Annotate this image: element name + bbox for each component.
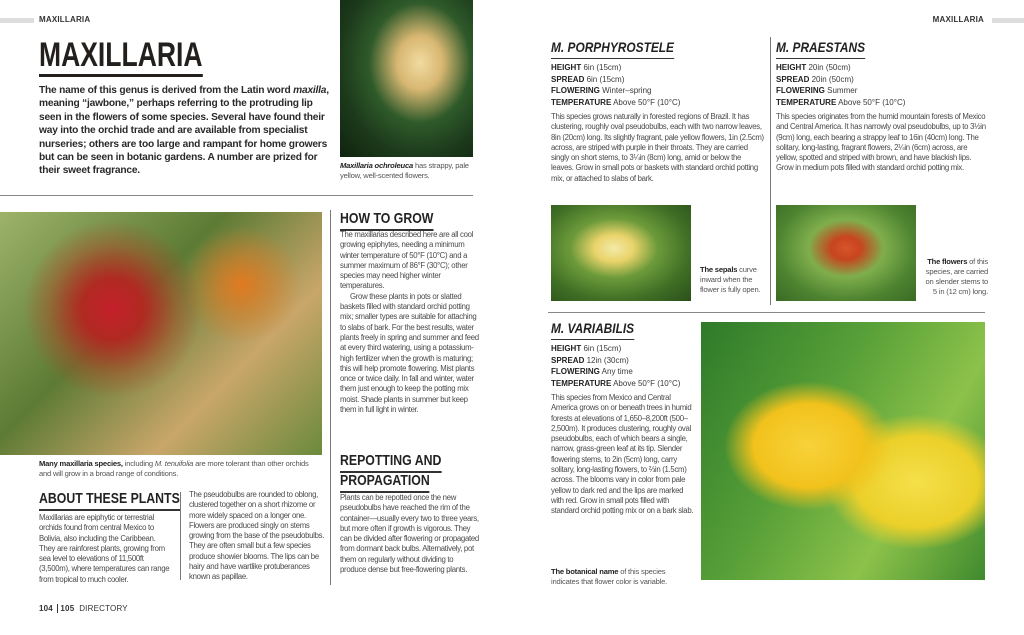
column-rule [330, 210, 331, 585]
how-to-grow-text: The maxillarias described here are all cool growing epiphytes, needing a minimum winter temperature of 50°F (10°C) and a summer maximum of 86°F (30°C); other species may need higher winter temperatures. Grow these plants in pots or slatted baskets filled with standard orchid potting mix; smaller types are suitable for attaching to slabs of bark. For the best results, water plants freely in spring and summer and feed at every third watering, using a potassium-high fertilizer when the growth is maturing; this will help promote flowering. Mist plants once or twice daily. In fall and winter, water them just enough to keep the potting mix moist. Shade plants in summer but keep them in full light in winter. [340, 230, 479, 415]
species-name-porphyrostele: M. PORPHYROSTELE [551, 39, 674, 59]
orchid-photo-variabilis [701, 322, 985, 580]
stats-variabilis: HEIGHT 6in (15cm) SPREAD 12in (30cm) FLOWERING Any time TEMPERATURE Above 50°F (10°C) [551, 344, 681, 388]
about-text-col1: Maxillarias are epiphytic or terrestrial orchids found from central Mexico to Bolivia, also including the Caribbean. They are rainforest plants, growing from sea level to elevations of 11,500ft (3,500m), where temperatures can range from tropical to much cooler. [39, 513, 170, 584]
column-rule [180, 492, 181, 580]
orchid-photo-tenuifolia [0, 212, 322, 455]
text-porphyrostele: This species grows naturally in forested regions of Brazil. It has clustering, roughly oval pseudobulbs, each with two narrow leaves, 8in (20cm) long. Its slightly fragrant, pale yellow flowers, 1in (2.5cm) across, are striped with purple in their throats. They are carried singly on short stems, to 3¼in (8cm) long, amid or below the leaves. Grow in small pots or baskets with standard orchid potting mix, or attached to slabs of bark. [551, 112, 764, 183]
page-number-right: 105 [60, 604, 75, 613]
text-variabilis: This species from Mexico and Central America grows on or beneath trees in humid forests at elevations of 1,650–8,200ft (500–2,500m). It produces clustering, roughly oval pseudobulbs, each of which bears a single, narrow, grass-green leaf at its tip. Slender flowering stems, to 2in (5cm) long, carry solitary, long-lasting flowers, to ⅔in (1.5cm) across. The blooms vary in color from pale yellow to dark red and the lips are marked with red. Grow in small pots filled with standard orchid potting mix or on a bark slab. [551, 393, 694, 516]
intro-paragraph: The name of this genus is derived from the Latin word maxilla, meaning “jawbone,” perhaps referring to the protruding lip seen in the flowers of some species. Several have found their way into the orchid trade and are available from specialist nurseries; others are too large and rampant for home growers but can be seen in botanic gardens. A number are prized for their sweet fragrance. [39, 85, 329, 177]
caption-tenuifolia: Many maxillaria species, including M. tenuifolia are more tolerant than other orchids and will grow in a broad range of conditions. [39, 459, 309, 478]
caption-flowers: The flowers of this species, are carried on slender stems to 5 in (12 cm) long. [925, 257, 988, 296]
repotting-heading-2: PROPAGATION [340, 472, 430, 493]
divider [548, 312, 985, 313]
orchid-photo-porphyrostele [551, 205, 691, 301]
stats-porphyrostele: HEIGHT 6in (15cm) SPREAD 6in (15cm) FLOWERING Winter–spring TEMPERATURE Above 50°F (10°C) [551, 63, 681, 107]
about-text-col2: The pseudobulbs are rounded to oblong, clustered together on a short rhizome or more widely spaced on a longer one. Flowers are produced singly on stems growing from the base of the pseudobulbs. They are often small but a few species produce showier blooms. The lips can be hairy and have wartlike protuberances known as papillae. [189, 490, 325, 582]
how-to-grow-heading: HOW TO GROW [340, 210, 433, 231]
divider [0, 195, 473, 196]
page-title: MAXILLARIA [39, 36, 203, 77]
about-heading: ABOUT THESE PLANTS [39, 490, 180, 511]
header-bar [992, 18, 1024, 23]
header-bar [0, 18, 34, 23]
caption-ochroleuca: Maxillaria ochroleuca has strappy, pale yellow, well-scented flowers. [340, 161, 469, 180]
species-name-praestans: M. PRAESTANS [776, 39, 865, 59]
species-name-variabilis: M. VARIABILIS [551, 320, 634, 340]
page-number-left: 104 [39, 604, 53, 613]
orchid-photo-praestans [776, 205, 916, 301]
repotting-text: Plants can be repotted once the new pseudobulbs have reached the rim of the container—usually every two to three years, but more often if growth is vigorous. They can be divided after flowering or propagated from dormant back bulbs. Alternatively, pot them on regularly without dividing to produce dense but free-flowering plants. [340, 493, 479, 575]
section-name: DIRECTORY [79, 604, 128, 613]
caption-sepals: The sepals curve inward when the flower is fully open. [700, 265, 761, 294]
running-header-right: MAXILLARIA [932, 15, 984, 24]
column-rule [770, 37, 771, 305]
running-header-left: MAXILLARIA [39, 15, 91, 24]
caption-botanical-name: The botanical name of this species indicates that flower color is variable. [551, 567, 668, 586]
footer [39, 604, 128, 613]
stats-praestans: HEIGHT 20in (50cm) SPREAD 20in (50cm) FLOWERING Summer TEMPERATURE Above 50°F (10°C) [776, 63, 906, 107]
orchid-photo-ochroleuca [340, 0, 473, 157]
text-praestans: This species originates from the humid mountain forests of Mexico and Central America. It has narrowly oval pseudobulbs, up to 3½in (9cm) long, each bearing a strappy leaf to 16in (40cm) long. The solitary, long-lasting, fragrant flowers, 2¼in (6cm) across, are yellow, spotted and striped with brown, and have blackish lips. Grow in medium pots filled with standard orchid potting mix. [776, 112, 986, 173]
repotting-heading-1: REPOTTING AND [340, 452, 441, 473]
